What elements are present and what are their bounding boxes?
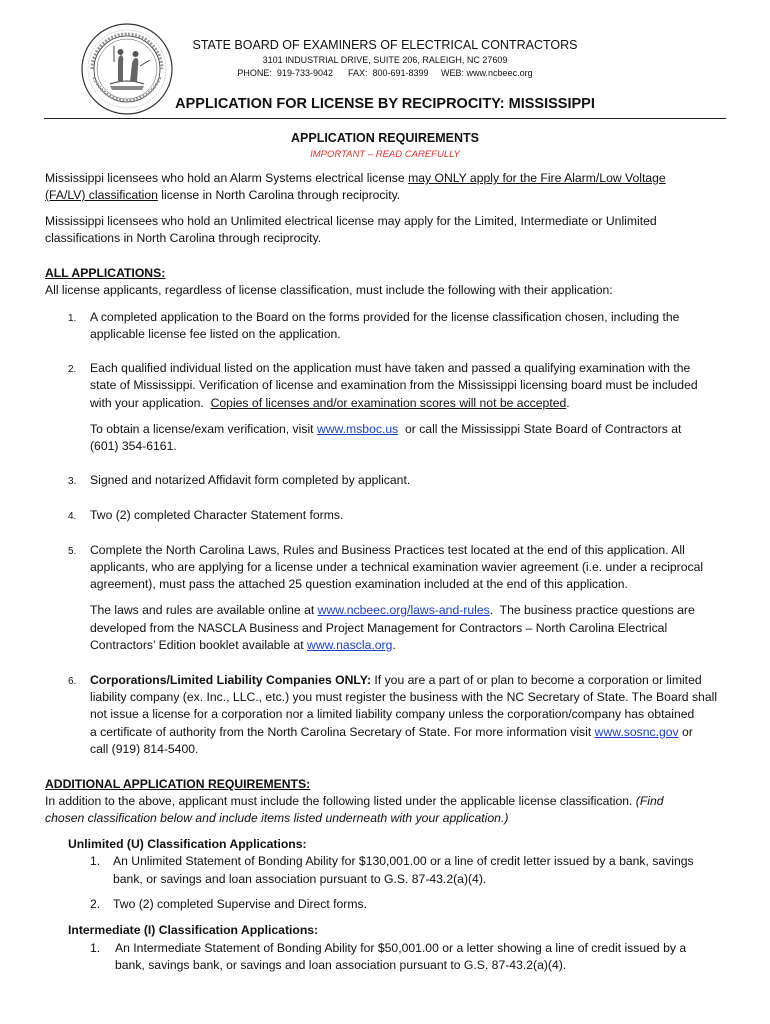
intermediate-heading: Intermediate (I) Classification Applications: — [68, 923, 319, 937]
item-5-rules-line3: Contractors’ Edition booklet available at www.nascla.org. — [90, 638, 396, 652]
item-2-number: 2. — [68, 364, 77, 375]
intermediate-item-1-line1: An Intermediate Statement of Bonding Ability for $50,001.00 or a letter showing a line of credit issued by a — [115, 941, 687, 955]
item-5-line2: applicants, who are applying for a license under a technical examination wavier agreement (i.e. under a reciprocal — [90, 560, 704, 574]
board-contact: PHONE: 919-733-9042 FAX: 800-691-8399 WEB: www.ncbeec.org — [237, 68, 533, 78]
ncbeec-laws-link[interactable]: www.ncbeec.org/laws-and-rules — [317, 603, 490, 617]
board-name: STATE BOARD OF EXAMINERS OF ELECTRICAL CONTRACTORS — [192, 38, 578, 52]
unlimited-item-1-number: 1. — [90, 854, 101, 868]
all-applications-heading: ALL APPLICATIONS: — [45, 266, 166, 280]
intro-p1-line1: Mississippi licensees who hold an Alarm Systems electrical license may ONLY apply for the Fire Alarm/Low Voltage — [45, 171, 666, 185]
item-5-line3: agreement), must pass the attached 25 question examination included at the end of this application. — [90, 577, 628, 591]
unlimited-heading: Unlimited (U) Classification Applications: — [68, 837, 307, 851]
item-2-line3: with your application. Copies of licenses and/or examination scores will not be accepted. — [90, 396, 570, 410]
item-2-line1: Each qualified individual listed on the application must have taken and passed a qualifying examination with the — [90, 361, 691, 375]
item-6-number: 6. — [68, 676, 77, 687]
item-6-line4: a certificate of authority from the North Carolina Secretary of State. For more information visit www.sosnc.gov or — [90, 725, 693, 739]
item-5-rules-line2: developed from the NASCLA Business and Project Management for Contractors – North Carolina Electrical — [90, 621, 668, 635]
item-5-line1: Complete the North Carolina Laws, Rules and Business Practices test located at the end of this application. All — [90, 543, 685, 557]
unlimited-item-1-line1: An Unlimited Statement of Bonding Ability for $130,001.00 or a line of credit letter issued by a bank, savings — [113, 854, 694, 868]
item-5-rules-line1: The laws and rules are available online at www.ncbeec.org/laws-and-rules. The business practice questions are — [90, 603, 695, 617]
item-2-line2: state of Mississippi. Verification of license and examination from the Mississippi licensing board must be included — [90, 378, 698, 392]
unlimited-item-1-line2: bank, or savings and loan association pursuant to G.S. 87-43.2(a)(4). — [113, 872, 487, 886]
all-applications-lead: All license applicants, regardless of license classification, must include the following with their application: — [45, 283, 613, 297]
item-6-line5: call (919) 814-5400. — [90, 742, 199, 756]
intro-p1-line2: (FA/LV) classification license in North Carolina through reciprocity. — [45, 188, 401, 202]
page-title: APPLICATION FOR LICENSE BY RECIPROCITY: MISSISSIPPI — [175, 96, 595, 112]
intro-p2-line2: classifications in North Carolina through reciprocity. — [45, 231, 322, 245]
intermediate-item-1-number: 1. — [90, 941, 101, 955]
item-1-line1: A completed application to the Board on the forms provided for the license classification chosen, including the — [90, 310, 680, 324]
item-2-verification-line2: (601) 354-6161. — [90, 439, 177, 453]
unlimited-item-2-number: 2. — [90, 897, 101, 911]
item-3-line1: Signed and notarized Affidavit form completed by applicant. — [90, 473, 411, 487]
msboc-link[interactable]: www.msboc.us — [316, 422, 399, 436]
intro-p2-line1: Mississippi licensees who hold an Unlimited electrical license may apply for the Limited, Intermediate or Unlimited — [45, 214, 657, 228]
item-6-line3: not issue a license for a corporation nor a limited liability company unless the corporation/company has obtained — [90, 707, 695, 721]
item-6-line2: liability company (ex. Inc., LLC., etc.) you must register the business with the NC Secretary of State. The Board shall — [90, 690, 718, 704]
intermediate-item-1-line2: bank, savings bank, or savings and loan association pursuant to G.S. 87-43.2(a)(4). — [115, 958, 567, 972]
item-2-verification-line1: To obtain a license/exam verification, visit www.msboc.us or call the Mississippi State Board of Contractors at — [90, 422, 682, 436]
requirements-heading: APPLICATION REQUIREMENTS — [291, 131, 479, 145]
item-1-line2: applicable license fee listed on the application. — [90, 327, 341, 341]
item-4-number: 4. — [68, 511, 77, 522]
important-notice: IMPORTANT – READ CAREFULLY — [310, 149, 460, 160]
board-address: 3101 INDUSTRIAL DRIVE, SUITE 206, RALEIGH, NC 27609 — [262, 55, 508, 65]
title-divider — [44, 118, 726, 119]
item-1-number: 1. — [68, 313, 77, 324]
additional-lead-line2: chosen classification below and include items listed underneath with your application.) — [45, 811, 509, 825]
additional-heading: ADDITIONAL APPLICATION REQUIREMENTS: — [45, 777, 311, 791]
unlimited-item-2-line1: Two (2) completed Supervise and Direct forms. — [113, 897, 368, 911]
item-3-number: 3. — [68, 476, 77, 487]
item-6-line1: Corporations/Limited Liability Companies ONLY: If you are a part of or plan to become a corporation or limited — [90, 673, 702, 687]
additional-lead-line1: In addition to the above, applicant must include the following listed under the applicable license classification. (Find — [45, 794, 664, 808]
sosnc-link[interactable]: www.sosnc.gov — [594, 725, 679, 739]
item-5-number: 5. — [68, 546, 77, 557]
nascla-link[interactable]: www.nascla.org — [307, 638, 393, 652]
item-4-line1: Two (2) completed Character Statement forms. — [90, 508, 344, 522]
